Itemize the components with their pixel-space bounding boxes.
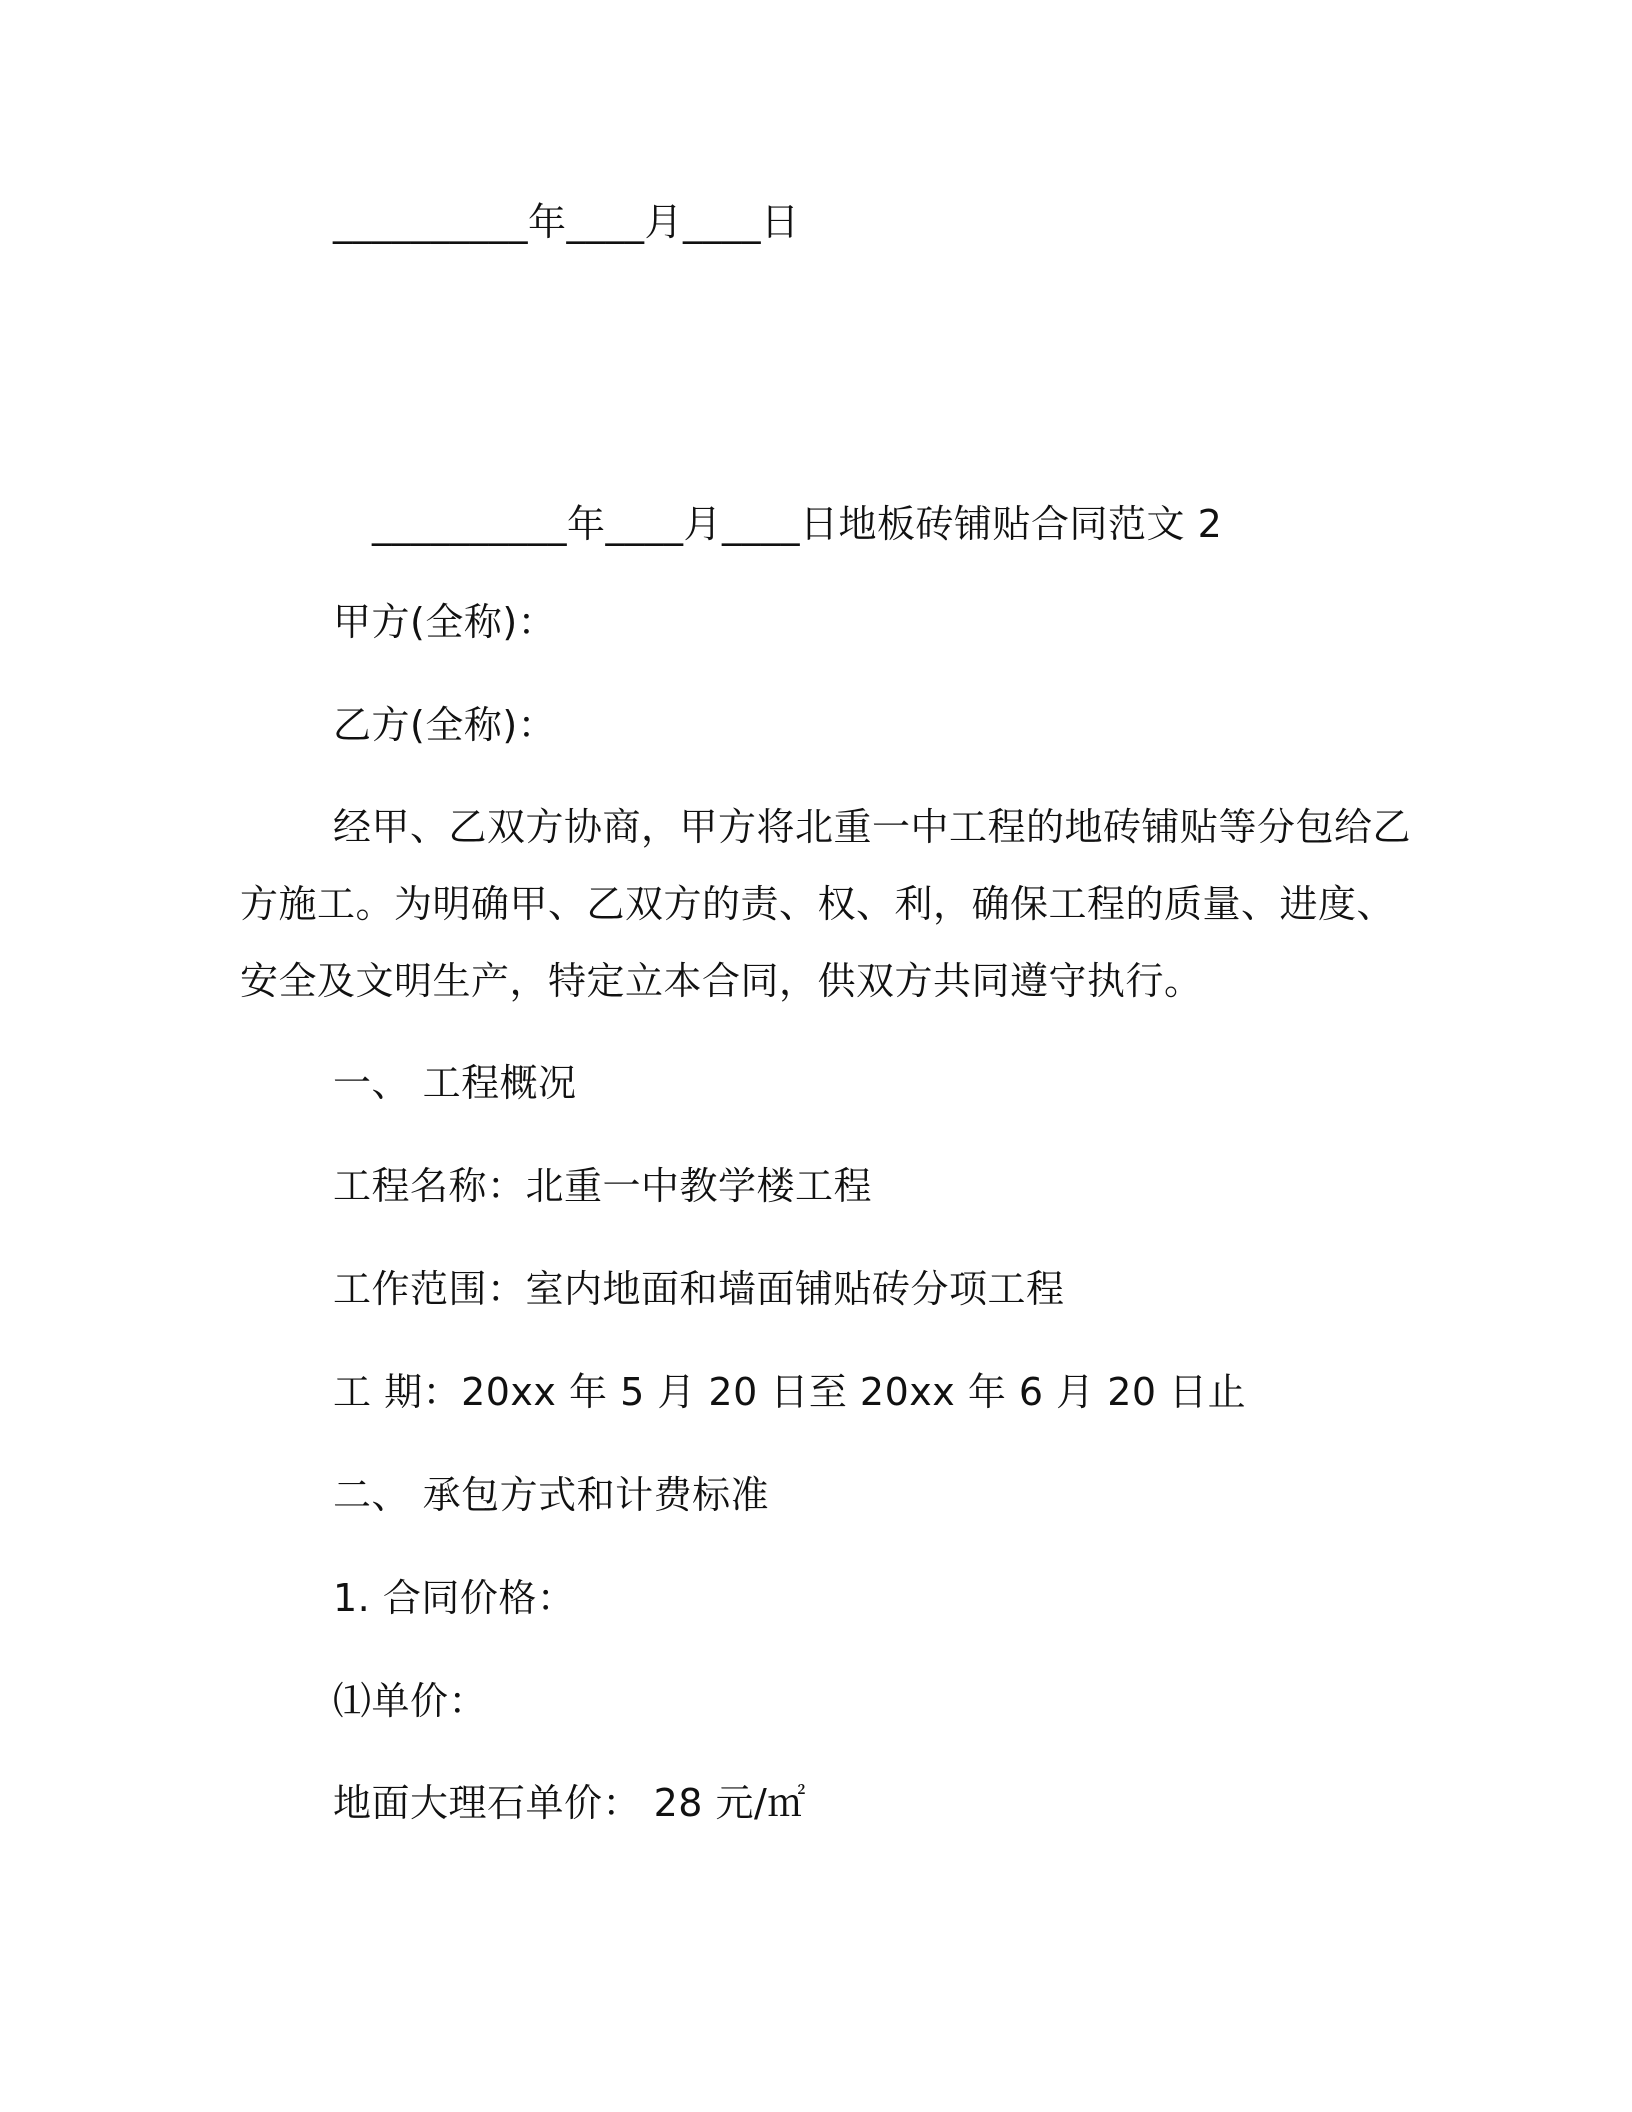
- section-1-heading: 一、 工程概况: [333, 1061, 577, 1105]
- project-name-line: 工程名称：北重一中教学楼工程: [333, 1164, 873, 1208]
- unit-price-subitem: ⑴单价：: [333, 1679, 488, 1723]
- intro-line-1: 经甲、乙双方协商，甲方将北重一中工程的地砖铺贴等分包给乙: [333, 805, 1412, 849]
- intro-line-2: 方施工。为明确甲、乙双方的责、权、利，确保工程的质量、进度、: [240, 882, 1396, 926]
- section-2-heading: 二、 承包方式和计费标准: [333, 1473, 770, 1517]
- contract-price-item: 1. 合同价格：: [333, 1576, 576, 1620]
- party-b-line: 乙方(全称)：: [333, 703, 557, 747]
- document-title: __________年____月____日地板砖铺贴合同范文 2: [372, 502, 1223, 546]
- marble-price-line: 地面大理石单价： 28 元/㎡: [333, 1781, 806, 1825]
- intro-line-3: 安全及文明生产，特定立本合同，供双方共同遵守执行。: [240, 959, 1203, 1003]
- date-line: __________年____月____日: [333, 200, 800, 244]
- work-period-line: 工 期：20xx 年 5 月 20 日至 20xx 年 6 月 20 日止: [333, 1370, 1247, 1414]
- work-scope-line: 工作范围：室内地面和墙面铺贴砖分项工程: [333, 1267, 1065, 1311]
- party-a-line: 甲方(全称)：: [333, 600, 557, 644]
